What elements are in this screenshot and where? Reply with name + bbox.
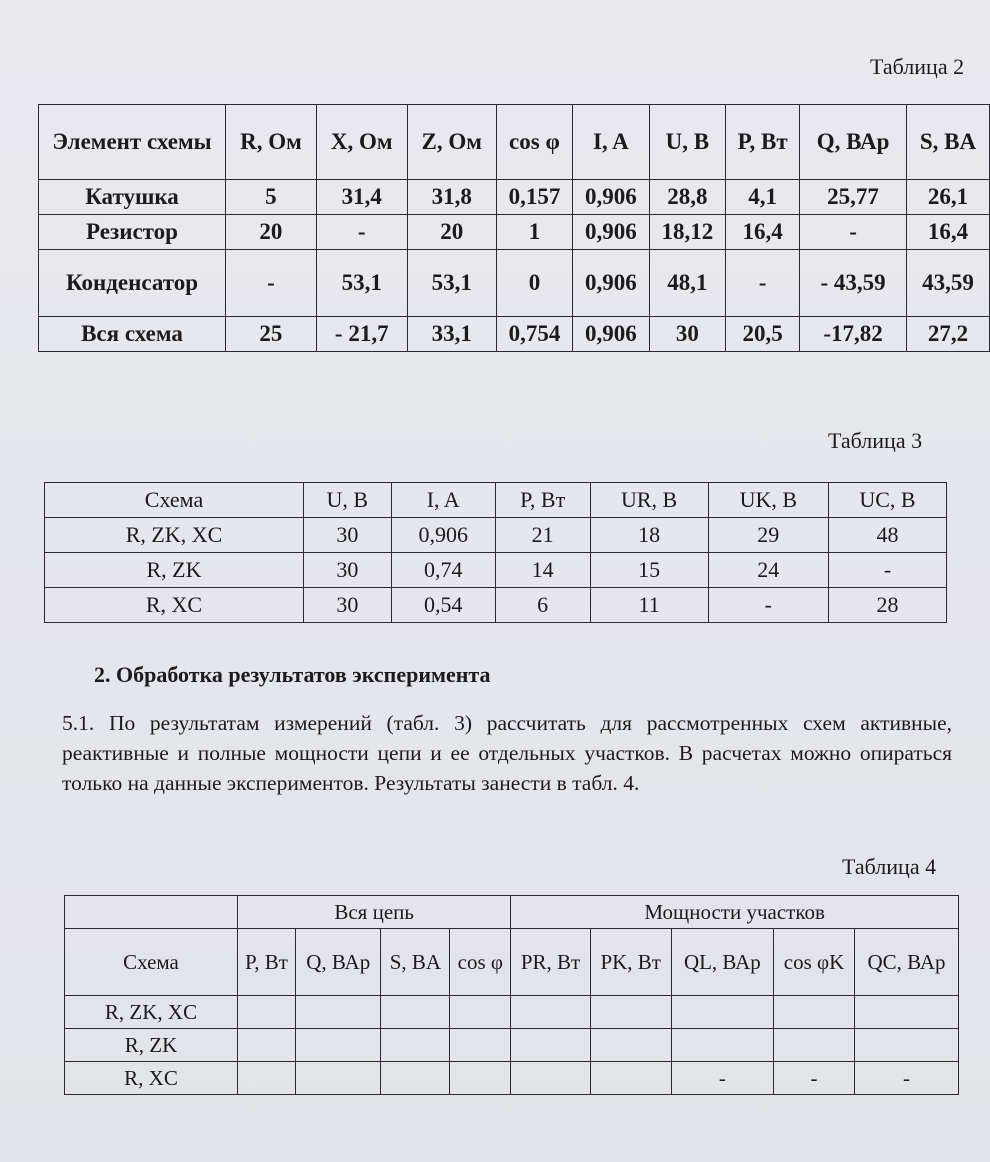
- header-cell: PR, Вт: [511, 929, 590, 996]
- table-cell: 30: [304, 588, 392, 623]
- table-cell: Резистор: [39, 215, 226, 250]
- table-cell: 25,77: [800, 180, 907, 215]
- table-cell: [295, 1062, 381, 1095]
- table-cell: 24: [708, 553, 828, 588]
- table-cell: Вся схема: [39, 317, 226, 352]
- table-cell: [511, 1062, 590, 1095]
- header-cell: P, Вт: [238, 929, 296, 996]
- table-cell: 4,1: [726, 180, 800, 215]
- table-cell: 20: [226, 215, 317, 250]
- table-cell: 0,157: [496, 180, 572, 215]
- table-cell: 31,8: [407, 180, 496, 215]
- header-cell-scheme: Схема: [65, 929, 238, 996]
- table-cell: 30: [304, 553, 392, 588]
- header-cell: Элемент схемы: [39, 105, 226, 180]
- header-cell: S, BA: [381, 929, 450, 996]
- table-cell: R, XC: [45, 588, 304, 623]
- table-row: [65, 996, 959, 1029]
- table-cell: R, ZK: [65, 1029, 238, 1062]
- header-cell: PK, Вт: [590, 929, 671, 996]
- table-cell: Конденсатор: [39, 250, 226, 317]
- table2: [38, 104, 990, 352]
- table-cell: 30: [304, 518, 392, 553]
- header-cell: QC, ВАр: [855, 929, 959, 996]
- table-cell: [855, 1029, 959, 1062]
- table-cell: [590, 1029, 671, 1062]
- table-cell: [511, 1029, 590, 1062]
- table-cell: 0,906: [391, 518, 495, 553]
- header-cell: UR, B: [590, 483, 708, 518]
- table-header-row: [45, 483, 947, 518]
- table-row: [45, 518, 947, 553]
- section-heading: 2. Обработка результатов эксперимента: [94, 662, 491, 687]
- header-group-whole-circuit: Вся цепь: [238, 896, 511, 929]
- table-cell: 27,2: [906, 317, 989, 352]
- table-cell: 14: [495, 553, 590, 588]
- table4: [64, 895, 959, 1095]
- table-cell: 20: [407, 215, 496, 250]
- table-cell: [671, 996, 773, 1029]
- table-cell: -: [800, 215, 907, 250]
- table-cell: 30: [649, 317, 725, 352]
- table-cell: - 21,7: [316, 317, 407, 352]
- table-cell: 16,4: [726, 215, 800, 250]
- header-cell: cos φ: [496, 105, 572, 180]
- table-row: [39, 215, 990, 250]
- header-cell: cos φK: [774, 929, 855, 996]
- table-cell: 48,1: [649, 250, 725, 317]
- table-header-row: [65, 929, 959, 996]
- table-cell: [450, 1029, 511, 1062]
- header-cell: I, A: [573, 105, 649, 180]
- table-cell: [671, 1029, 773, 1062]
- table-cell: -: [316, 215, 407, 250]
- header-cell: U, B: [649, 105, 725, 180]
- table-header-row: [39, 105, 990, 180]
- table-cell: 0,906: [573, 250, 649, 317]
- header-cell-blank: [65, 896, 238, 929]
- table-cell: 18: [590, 518, 708, 553]
- table-cell: 15: [590, 553, 708, 588]
- table-cell: 16,4: [906, 215, 989, 250]
- table-cell: 0,906: [573, 215, 649, 250]
- table-cell: [450, 996, 511, 1029]
- header-cell: Схема: [45, 483, 304, 518]
- table-cell: [511, 996, 590, 1029]
- table-cell: [295, 996, 381, 1029]
- table4-caption: Таблица 4: [842, 854, 937, 879]
- table-row: [45, 553, 947, 588]
- header-cell: Q, ВАр: [295, 929, 381, 996]
- table-cell: [381, 1029, 450, 1062]
- header-cell: I, A: [391, 483, 495, 518]
- table3-caption: Таблица 3: [828, 428, 923, 453]
- table-cell: [774, 996, 855, 1029]
- table-group-header-row: [65, 896, 959, 929]
- table-cell: [774, 1029, 855, 1062]
- table-cell: [381, 996, 450, 1029]
- table-cell: [238, 996, 296, 1029]
- table-cell: Катушка: [39, 180, 226, 215]
- table-cell: 21: [495, 518, 590, 553]
- header-cell: Z, Ом: [407, 105, 496, 180]
- table-cell: [450, 1062, 511, 1095]
- table-cell: R, ZK, XC: [45, 518, 304, 553]
- table-cell: [590, 1062, 671, 1095]
- table-cell: 6: [495, 588, 590, 623]
- table-row: [39, 180, 990, 215]
- table-cell: [381, 1062, 450, 1095]
- header-group-section-powers: Мощности участков: [511, 896, 959, 929]
- header-cell: S, BA: [906, 105, 989, 180]
- table-row: [65, 1062, 959, 1095]
- table-cell: -: [726, 250, 800, 317]
- table-cell: [855, 996, 959, 1029]
- table-cell: 48: [829, 518, 947, 553]
- table-cell: 53,1: [316, 250, 407, 317]
- table-cell: -17,82: [800, 317, 907, 352]
- table-row: [39, 250, 990, 317]
- table-row: [65, 1029, 959, 1062]
- table-cell: 11: [590, 588, 708, 623]
- table-cell: 0,906: [573, 317, 649, 352]
- header-cell: P, Вт: [726, 105, 800, 180]
- header-cell: Q, ВАр: [800, 105, 907, 180]
- table-cell: 29: [708, 518, 828, 553]
- table-cell: 28: [829, 588, 947, 623]
- header-cell: UK, B: [708, 483, 828, 518]
- table-cell: 0: [496, 250, 572, 317]
- task-paragraph: 5.1. По результатам измерений (табл. 3) рассчитать для рассмотренных схем активные, реактивные и полные мощности цепи и ее отдельных участков. В расчетах можно опираться только на данные экспериментов. Результаты занести в табл. 4.: [62, 711, 952, 795]
- header-cell: X, Ом: [316, 105, 407, 180]
- table-cell: [238, 1029, 296, 1062]
- table-cell: 0,54: [391, 588, 495, 623]
- header-cell: cos φ: [450, 929, 511, 996]
- table-cell: 25: [226, 317, 317, 352]
- header-cell: P, Вт: [495, 483, 590, 518]
- header-cell: UC, B: [829, 483, 947, 518]
- table-cell: -: [708, 588, 828, 623]
- table-cell: R, XC: [65, 1062, 238, 1095]
- table-cell: - 43,59: [800, 250, 907, 317]
- table-cell: 53,1: [407, 250, 496, 317]
- table3: [44, 482, 947, 623]
- table-cell: R, ZK: [45, 553, 304, 588]
- table-cell: 0,754: [496, 317, 572, 352]
- table-cell: -: [226, 250, 317, 317]
- table-cell: 5: [226, 180, 317, 215]
- table-cell: 18,12: [649, 215, 725, 250]
- table-cell: 28,8: [649, 180, 725, 215]
- table-cell: -: [855, 1062, 959, 1095]
- header-cell: R, Ом: [226, 105, 317, 180]
- table-cell: -: [829, 553, 947, 588]
- table-cell: [238, 1062, 296, 1095]
- table-row: [39, 317, 990, 352]
- table2-caption: Таблица 2: [870, 54, 965, 79]
- table-row: [45, 588, 947, 623]
- table-cell: [295, 1029, 381, 1062]
- table-cell: 43,59: [906, 250, 989, 317]
- table-cell: 1: [496, 215, 572, 250]
- table-cell: 20,5: [726, 317, 800, 352]
- table-cell: [590, 996, 671, 1029]
- header-cell: U, B: [304, 483, 392, 518]
- header-cell: QL, ВАр: [671, 929, 773, 996]
- table-cell: 0,74: [391, 553, 495, 588]
- table-cell: 31,4: [316, 180, 407, 215]
- table-cell: -: [671, 1062, 773, 1095]
- table-cell: -: [774, 1062, 855, 1095]
- table-cell: R, ZK, XC: [65, 996, 238, 1029]
- table-cell: 0,906: [573, 180, 649, 215]
- table-cell: 26,1: [906, 180, 989, 215]
- table-cell: 33,1: [407, 317, 496, 352]
